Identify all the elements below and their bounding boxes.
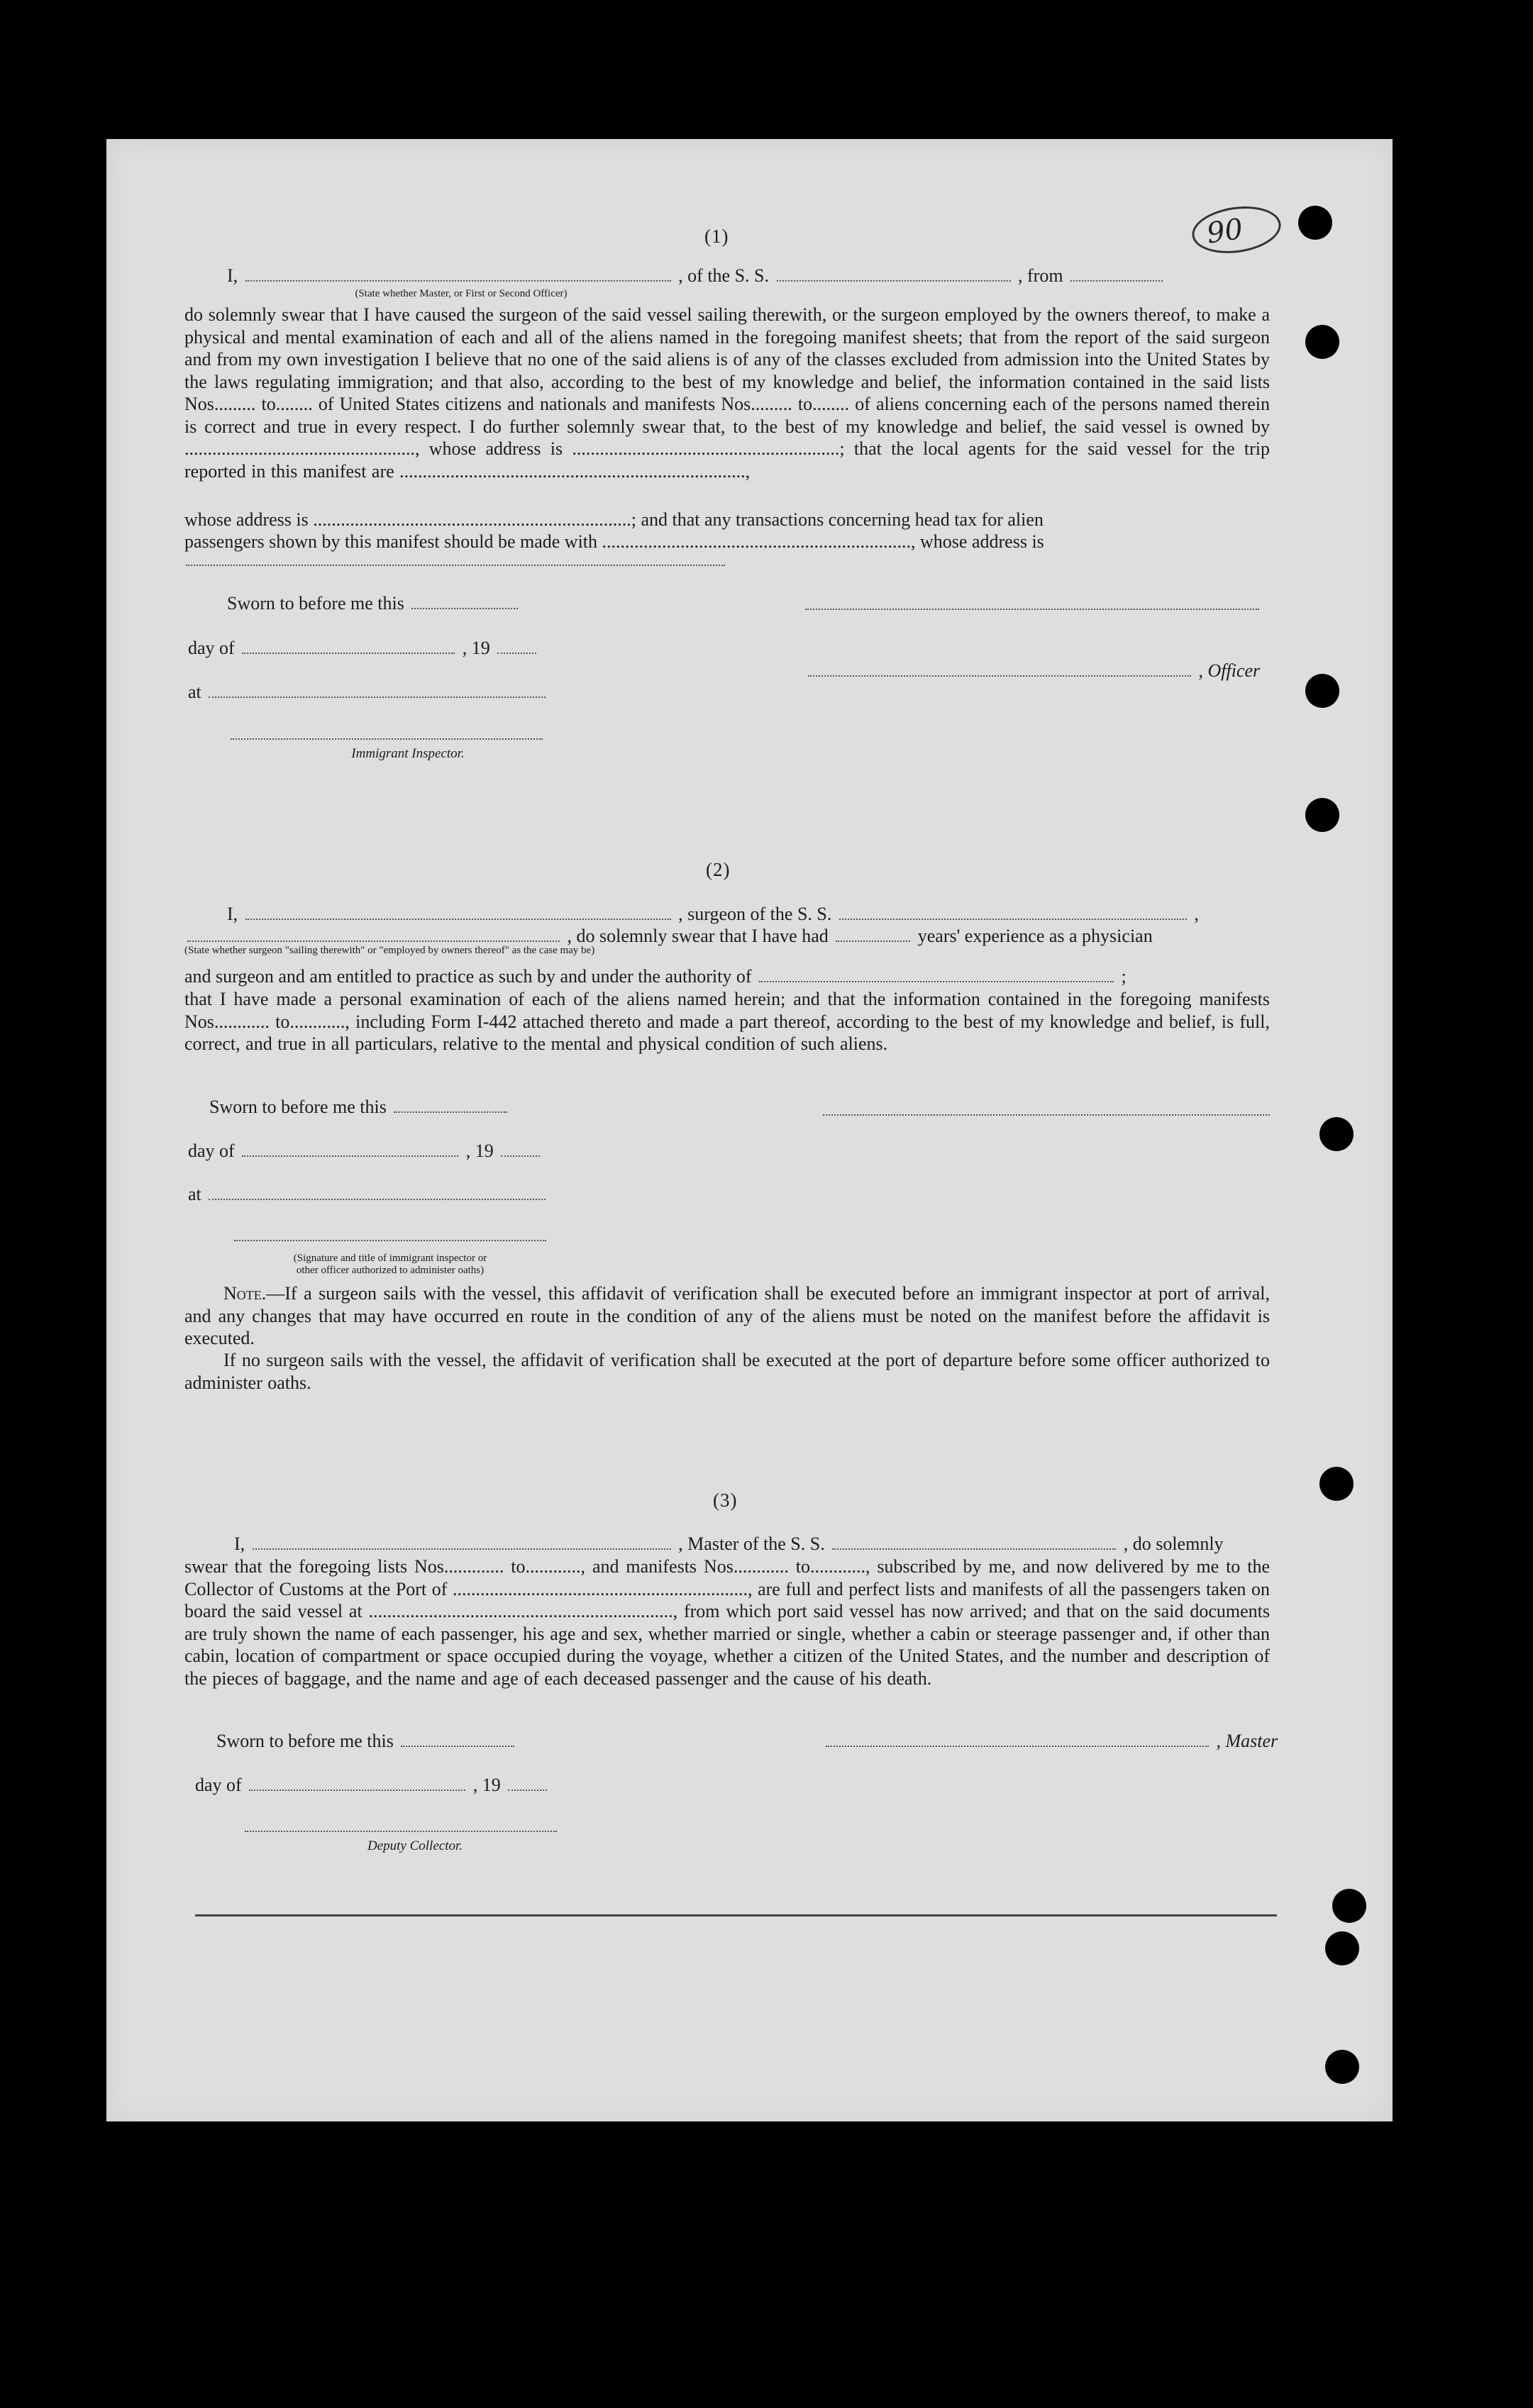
s3-day-blank[interactable]	[249, 1775, 465, 1791]
punch-hole	[1325, 2050, 1359, 2084]
s3-deputy-line[interactable]	[245, 1831, 557, 1832]
s1-sworn-blank[interactable]	[411, 594, 518, 609]
s3-sworn-label: Sworn to before me this	[216, 1731, 394, 1751]
s1-i-label: I,	[227, 265, 238, 286]
s2-sworn-blank[interactable]	[394, 1097, 507, 1113]
s2-signature-note-1: (Signature and title of immigrant inspector or	[293, 1253, 487, 1264]
s2-inspector-line[interactable]	[234, 1240, 546, 1241]
s3-body-text: swear that the foregoing lists Nos............. to............, and manifests Nos............ to............, subscribed by me, and now delivered by me to the Collector of Customs at the Port of ................................................................, are full and perfect lists and manifests of all the passengers taken on board the said vessel at .................................................................., from which port said vessel has now arrived; and that on the said documents are truly shown the name of each passenger, his age and sex, whether married or single, whether a cabin or steerage passenger and, if other than cabin, location of compartment or space occupied during the voyage, whether a citizen of the United States, and the number and description of the pieces of baggage, and the name and age of each deceased passenger and the cause of his death.	[184, 1556, 1270, 1689]
s2-signature-line[interactable]	[823, 1114, 1270, 1116]
s1-body	[184, 304, 1270, 545]
s1-day-of	[188, 638, 539, 659]
s2-sworn-label: Sworn to before me this	[209, 1097, 387, 1117]
s1-inspector-line[interactable]	[231, 738, 543, 740]
s3-master-of-label: , Master of the S. S.	[678, 1533, 825, 1554]
page-number-circle	[1189, 201, 1284, 259]
s3-19-label: , 19	[472, 1775, 501, 1795]
s1-sworn	[227, 593, 521, 614]
s2-19-label: , 19	[465, 1141, 494, 1161]
s3-day-of-label: day of	[195, 1775, 242, 1795]
s3-master	[823, 1731, 1278, 1752]
s3-line1	[234, 1533, 1224, 1555]
s3-day-of	[195, 1775, 550, 1796]
s1-vessel-blank[interactable]	[777, 266, 1011, 282]
s1-line1	[227, 265, 1166, 287]
s3-year-blank[interactable]	[508, 1775, 547, 1791]
s3-i-label: I,	[234, 1533, 245, 1554]
s2-name-blank[interactable]	[245, 904, 671, 920]
s3-body	[184, 1555, 1270, 1736]
punch-hole	[1298, 206, 1332, 240]
bottom-rule	[195, 1914, 1277, 1916]
s1-officer-blank[interactable]	[808, 661, 1191, 677]
s1-address-blank[interactable]	[186, 565, 725, 566]
s3-solemnly-label: , do solemnly	[1123, 1533, 1224, 1554]
s1-name-blank[interactable]	[245, 266, 671, 282]
s1-day-of-label: day of	[188, 638, 235, 658]
punch-hole	[1305, 325, 1339, 359]
s2-trail: ,	[1194, 904, 1199, 924]
s1-inspector-label: Immigrant Inspector.	[351, 746, 465, 761]
section-3-number: (3)	[713, 1489, 738, 1511]
s2-sworn	[209, 1097, 510, 1118]
s1-body-tail1: whose address is .....................................................................; and that any transactions concerning head tax for alien	[184, 509, 1044, 530]
punch-hole	[1319, 1467, 1354, 1501]
s2-note2	[184, 1349, 1270, 1399]
s2-capacity-blank[interactable]	[187, 926, 560, 942]
s2-authority-label: and surgeon and am entitled to practice as such by and under the authority of	[184, 966, 752, 987]
s1-body-tail2: passengers shown by this manifest should be made with ..................................................................., whose address is	[184, 531, 1044, 552]
s2-body	[184, 988, 1270, 1080]
punch-hole	[1325, 1931, 1359, 1965]
s3-master-blank[interactable]	[826, 1731, 1209, 1747]
s2-swear-label: , do solemnly swear that I have had	[567, 926, 829, 946]
s1-of-ss-label: , of the S. S.	[678, 265, 770, 286]
s2-line1	[227, 904, 1199, 925]
punch-hole	[1332, 1889, 1366, 1923]
page-number: 90	[1205, 212, 1246, 250]
punch-hole	[1319, 1117, 1354, 1151]
s1-19-label: , 19	[462, 638, 490, 658]
s1-from-label: , from	[1018, 265, 1063, 286]
punch-hole	[1305, 798, 1339, 832]
s2-year-blank[interactable]	[501, 1141, 540, 1157]
s1-day-blank[interactable]	[242, 638, 455, 654]
s2-day-of-label: day of	[188, 1141, 235, 1161]
s2-at-label: at	[188, 1184, 201, 1204]
s3-deputy-label: Deputy Collector.	[367, 1838, 463, 1853]
s2-note2-text: If no surgeon sails with the vessel, the affidavit of verification shall be executed at the port of departure before some officer authorized to administer oaths.	[184, 1350, 1270, 1393]
section-1-number: (1)	[704, 226, 729, 247]
s1-body-text: do solemnly swear that I have caused the surgeon of the said vessel sailing therewith, or the surgeon employed by the owners thereof, to make a physical and mental examination of each and all of the aliens named in the foregoing manifest sheets; that from the report of the said surgeon and from my own investigation I believe that no one of the said aliens is of any of the classes excluded from admission into the United States by the laws regulating immigration; and that also, according to the best of my knowledge and belief, the information contained in the said lists Nos......... to........ of United States citizens and nationals and manifests Nos......... to........ of aliens concerning each of the persons named therein is correct and true in every respect. I do further solemnly swear that, to the best of my knowledge and belief, the said vessel is owned by .................................................., whose address is ..........................................................; that the local agents for the said vessel for the trip reported in this manifest are ...........................................................................,	[184, 304, 1270, 482]
s2-at	[188, 1184, 548, 1205]
s2-day-of	[188, 1141, 543, 1162]
s1-year-blank[interactable]	[497, 638, 536, 654]
s1-officer-label: , Officer	[1198, 660, 1261, 681]
s3-sworn-blank[interactable]	[401, 1731, 514, 1747]
s2-vessel-blank[interactable]	[839, 904, 1187, 920]
s2-surgeon-label: , surgeon of the S. S.	[678, 904, 832, 924]
section-2-number: (2)	[706, 859, 731, 880]
s2-years-label: years' experience as a physician	[917, 926, 1153, 946]
document-sheet	[106, 139, 1393, 2121]
s2-years-blank[interactable]	[836, 926, 910, 942]
s1-officer	[805, 660, 1260, 682]
s1-sworn-label: Sworn to before me this	[227, 593, 404, 614]
s2-line2	[184, 926, 1153, 947]
s3-master-label: , Master	[1216, 1731, 1278, 1751]
s2-state-note: (State whether surgeon "sailing therewith" or "employed by owners thereof" as the case may be)	[184, 945, 595, 956]
s2-i-label: I,	[227, 904, 238, 924]
s3-name-blank[interactable]	[253, 1534, 671, 1550]
s2-authority-blank[interactable]	[759, 967, 1114, 982]
s3-vessel-blank[interactable]	[832, 1534, 1116, 1550]
s2-note-text: —If a surgeon sails with the vessel, this affidavit of verification shall be executed before an immigrant inspector at port of arrival, and any changes that may have occurred en route in the condition of any of the aliens must be noted on the manifest before the affidavit is executed.	[184, 1283, 1270, 1348]
punch-hole	[1305, 674, 1339, 708]
s1-at-label: at	[188, 682, 201, 702]
s1-at-blank[interactable]	[209, 682, 546, 698]
s1-at	[188, 682, 548, 703]
s1-state-note: (State whether Master, or First or Second Officer)	[355, 288, 568, 299]
s3-sworn	[216, 1731, 517, 1752]
s2-semicolon: ;	[1121, 966, 1127, 987]
s2-day-blank[interactable]	[242, 1141, 458, 1157]
s2-signature-note-2: other officer authorized to administer oaths)	[296, 1265, 485, 1276]
s1-from-blank[interactable]	[1070, 266, 1163, 282]
s2-note	[184, 1282, 1270, 1353]
s2-body-l1	[184, 966, 1127, 987]
s2-note-label: Note.	[223, 1283, 267, 1304]
s1-signature-line[interactable]	[805, 609, 1259, 610]
s2-at-blank[interactable]	[209, 1184, 546, 1200]
s2-body-text: that I have made a personal examination of each of the aliens named herein; and that the information contained in the foregoing manifests Nos............ to............, including Form I-442 attached thereto and made a part thereof, according to the best of my knowledge and belief, is full, correct, and true in all particulars, relative to the mental and physical condition of such aliens.	[184, 989, 1270, 1054]
